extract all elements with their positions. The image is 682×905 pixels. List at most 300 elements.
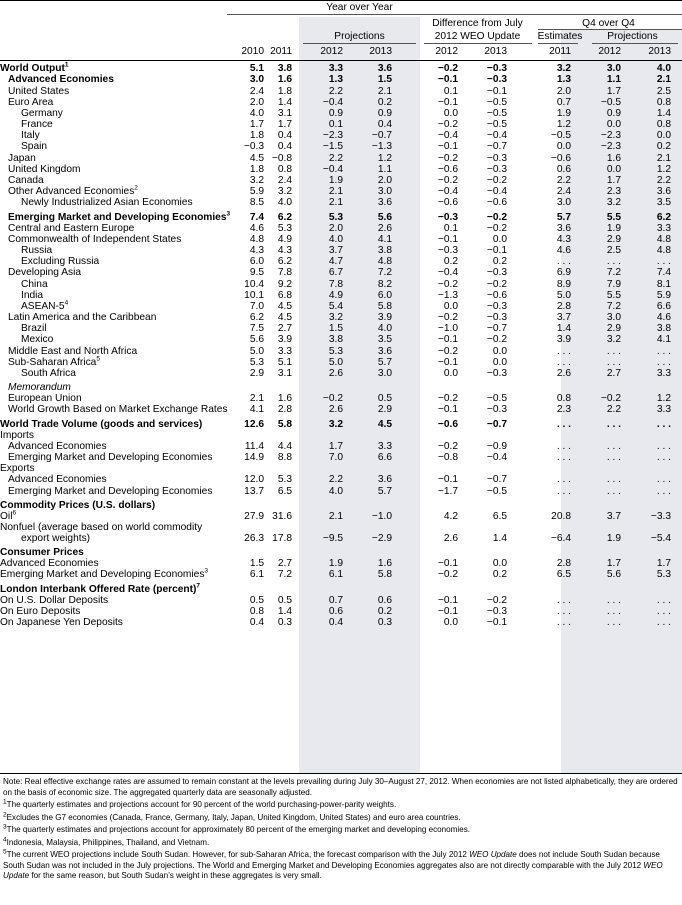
value-cell: 4.5 [277,312,292,324]
value-cell: 5.8 [377,569,392,581]
table-row [0,405,682,416]
value-cell: −1.7 [437,485,458,497]
value-cell: −0.6 [486,289,507,301]
value-cell [392,380,458,394]
row-label-text: European Union [8,393,82,405]
value-cell: 6.6 [656,300,671,312]
row-label [0,380,227,394]
value-cell: . . . [656,345,671,357]
value-cell: −0.1 [437,558,458,570]
value-cell: 0.2 [377,96,392,108]
table-row [0,545,682,559]
table-row [0,618,682,629]
value-cell [343,582,392,596]
table-row [0,486,682,497]
q4-over-q4-header: Q4 over Q4 [582,18,635,29]
value-cell: −0.2 [437,63,458,75]
value-cell: 1.4 [656,107,671,119]
col-diff-2012: 2012 [435,46,458,57]
row-label-text: Advanced Economies [8,440,107,452]
value-cell: 6.2 [277,211,292,223]
value-cell: −0.5 [486,393,507,405]
value-cell: 4.9 [328,289,343,301]
value-cell: −0.3 [486,404,507,416]
col-diff-2013: 2013 [484,46,507,57]
value-cell: 5.6 [606,569,621,581]
data-table-body [0,61,682,629]
rule-table-bottom [0,773,682,774]
spacer-cell [671,534,682,545]
row-label [0,198,227,209]
value-cell: −0.6 [486,197,507,209]
value-cell: 3.0 [606,63,621,75]
value-cell: −1.3 [437,289,458,301]
value-cell: 0.2 [443,256,458,268]
spacer-cell [671,498,682,512]
value-cell: 0.5 [249,594,264,606]
value-cell: −1.5 [322,141,343,153]
value-cell: 5.5 [606,289,621,301]
value-cell: −2.3 [600,130,621,142]
note-4-marker: 4 [3,836,7,844]
row-label-text: Japan [8,152,36,164]
row-label-text: Developing Asia [8,267,82,279]
value-cell: 3.0 [377,186,392,198]
value-cell: −0.3 [437,244,458,256]
value-cell: −0.5 [600,96,621,108]
value-cell: 5.9 [249,186,264,198]
value-cell: 5.1 [249,63,264,75]
row-label-text: Sub-Saharan Africa [8,356,97,368]
value-cell: 3.2 [606,197,621,209]
value-cell: 26.3 [244,533,264,545]
value-cell: 5.9 [656,289,671,301]
value-cell: 1.5 [377,74,392,86]
value-cell [458,430,507,441]
row-label-text: Other Advanced Economies [8,186,135,198]
spacer-cell [671,120,682,131]
value-cell [458,498,507,512]
col-2011: 2011 [270,46,292,57]
value-cell: 4.1 [377,233,392,245]
spacer-cell [671,187,682,198]
value-cell: 1.7 [606,558,621,570]
rule-est [538,43,578,44]
value-cell: 2.9 [377,404,392,416]
value-cell: 3.8 [277,63,292,75]
note-3 [3,825,679,836]
value-cell: 1.4 [556,323,571,335]
value-cell: −0.3 [486,152,507,164]
spacer-cell [671,131,682,142]
value-cell: 4.1 [656,334,671,346]
value-cell: 2.8 [556,558,571,570]
value-cell: 0.2 [656,141,671,153]
value-cell: −0.6 [437,163,458,175]
value-cell: 3.9 [377,312,392,324]
value-cell: 4.0 [249,107,264,119]
note-3-marker: 3 [3,823,7,831]
value-cell: 11.4 [244,440,264,452]
value-cell: −0.3 [486,312,507,324]
spacer-cell [671,209,682,223]
value-cell: −0.1 [437,404,458,416]
value-cell: 1.7 [249,119,264,131]
note-4 [3,838,679,849]
value-cell: 5.1 [277,356,292,368]
table-row [0,380,682,394]
value-cell [227,582,264,596]
row-label-text: China [21,278,48,290]
value-cell: 3.8 [328,334,343,346]
value-cell: 3.3 [277,345,292,357]
rule-yoy [227,14,682,15]
value-cell: 1.3 [556,74,571,86]
row-label-text: Advanced Economies [0,558,99,570]
value-cell: 1.7 [277,119,292,131]
value-cell: 4.3 [556,233,571,245]
value-cell: 0.0 [443,368,458,380]
q4-projections-header: Projections [607,31,658,42]
value-cell: −0.5 [486,96,507,108]
value-cell: 3.0 [249,74,264,86]
spacer-cell [671,64,682,75]
table-row [0,534,682,545]
value-cell: 0.2 [492,569,507,581]
rule-q4proj [592,43,678,44]
value-cell: 0.0 [606,163,621,175]
value-cell: 7.8 [328,278,343,290]
value-cell: −0.3 [486,368,507,380]
spacer-cell [671,545,682,559]
value-cell: 12.6 [244,418,264,430]
col-q4-2012: 2012 [598,46,621,57]
value-cell: 0.6 [377,594,392,606]
row-label [0,545,227,559]
row-label-text: Exports [0,463,35,475]
row-label-text: Commodity Prices (U.S. dollars) [0,499,156,511]
row-label-text: Oil [0,510,13,522]
value-cell: 4.5 [277,300,292,312]
value-cell: 7.2 [606,300,621,312]
value-cell: 0.8 [656,96,671,108]
value-cell: . . . [556,605,571,617]
value-cell: −0.3 [486,63,507,75]
value-cell: 6.1 [328,569,343,581]
value-cell: 2.5 [606,244,621,256]
row-label-text: World Growth Based on Market Exchange Rates [8,404,228,416]
value-cell [621,430,671,441]
spacer-cell [671,596,682,607]
spacer-cell [671,618,682,629]
spacer-cell [671,442,682,453]
row-label-text: Consumer Prices [0,547,84,559]
value-cell: 1.9 [328,558,343,570]
value-cell: 0.9 [606,107,621,119]
value-cell: −0.2 [600,393,621,405]
row-label-text: Emerging Market and Developing Economies [8,451,213,463]
value-cell: 1.7 [606,175,621,187]
table-row [0,570,682,581]
note-1-marker: 1 [3,798,7,806]
row-label-text: India [21,289,44,301]
row-label [0,209,231,223]
row-label-text: Canada [8,175,44,187]
value-cell: 8.5 [249,197,264,209]
value-cell: 20.8 [551,510,571,522]
spacer-cell [671,98,682,109]
value-cell: −0.1 [486,244,507,256]
value-cell: 4.6 [556,244,571,256]
spacer-cell [671,302,682,313]
value-cell: 3.2 [556,63,571,75]
value-cell: −0.4 [437,267,458,279]
value-cell: 6.1 [249,569,264,581]
spacer-cell [671,198,682,209]
value-cell: 6.8 [277,289,292,301]
spacer-cell [671,358,682,369]
value-cell: 4.3 [249,244,264,256]
value-cell: 5.0 [556,289,571,301]
value-cell: 5.3 [328,211,343,223]
value-cell [507,498,571,512]
value-cell: 4.0 [328,485,343,497]
value-cell: 3.6 [556,222,571,234]
value-cell: 3.2 [277,186,292,198]
value-cell: −0.3 [486,300,507,312]
spacer-cell [671,453,682,464]
spacer-cell [671,86,682,97]
value-cell: −0.7 [371,130,392,142]
spacer-cell [671,246,682,257]
value-cell: 0.1 [443,222,458,234]
value-cell: 3.7 [328,244,343,256]
value-cell: −0.1 [486,85,507,97]
row-label-text: World Trade Volume (goods and services) [0,418,203,430]
value-cell: . . . [606,594,621,606]
value-cell: 0.0 [443,300,458,312]
value-cell: 1.8 [277,85,292,97]
value-cell: 1.1 [377,163,392,175]
value-cell: 2.4 [249,85,264,97]
value-cell: 0.4 [277,130,292,142]
value-cell: 0.0 [492,356,507,368]
value-cell: −0.6 [437,418,458,430]
value-cell: 5.6 [377,211,392,223]
value-cell: −0.7 [486,141,507,153]
value-cell: 27.9 [244,510,264,522]
value-cell [343,380,392,394]
note-2-marker: 2 [3,811,7,818]
notes [3,777,679,884]
value-cell [458,380,507,394]
value-cell: 12.0 [244,474,264,486]
value-cell: −1.3 [371,141,392,153]
value-cell: 1.5 [328,323,343,335]
spacer-cell [671,223,682,234]
value-cell: −0.2 [486,334,507,346]
row-label-text: export weights) [21,533,91,545]
row-label-text: Emerging Market and Developing Economies [0,569,205,581]
value-cell: 4.8 [249,233,264,245]
value-cell: 5.3 [277,474,292,486]
col-2012: 2012 [320,46,343,57]
value-cell: 3.0 [556,197,571,209]
value-cell: 3.2 [328,312,343,324]
value-cell: . . . [556,345,571,357]
value-cell: 2.6 [556,368,571,380]
value-cell: 13.7 [244,485,264,497]
value-cell [392,545,458,559]
value-cell: 4.0 [277,197,292,209]
table-row [0,86,682,97]
value-cell: 3.6 [377,345,392,357]
spacer-cell [671,416,682,430]
row-label-text: Advanced Economies [8,74,114,86]
row-label-text: Imports [0,429,34,441]
value-cell: −0.4 [486,451,507,463]
spacer-cell [671,607,682,618]
spacer-cell [671,313,682,324]
value-cell: 4.6 [249,222,264,234]
value-cell [507,430,571,441]
value-cell: 4.6 [656,312,671,324]
value-cell: 5.0 [328,356,343,368]
row-label [0,369,227,380]
value-cell: −0.4 [437,130,458,142]
col-q4-2013: 2013 [648,46,671,57]
note-5-text-c: for the same reason, but South Sudan’s weight in these aggregates is very small. [29,871,322,881]
value-cell: 3.8 [377,244,392,256]
table-row [0,75,682,86]
value-cell: −0.2 [437,569,458,581]
year-over-year-header: Year over Year [326,2,393,13]
value-cell: −2.3 [600,141,621,153]
value-cell: 0.0 [606,119,621,131]
value-cell: . . . [656,605,671,617]
value-cell: 4.7 [328,256,343,268]
value-cell: −0.6 [550,152,571,164]
value-cell: 6.2 [656,211,671,223]
row-label-text: ASEAN-5 [21,300,65,312]
value-cell: 7.2 [277,569,292,581]
table-row [0,279,682,290]
value-cell: 3.6 [377,197,392,209]
value-cell: 6.5 [556,569,571,581]
value-cell: 2.6 [377,222,392,234]
value-cell: 0.0 [556,141,571,153]
value-cell: 3.3 [656,368,671,380]
value-cell: 7.4 [656,267,671,279]
value-cell: 5.4 [328,300,343,312]
value-cell: 1.6 [606,152,621,164]
note-4-text: Indonesia, Malaysia, Philippines, Thailand, and Vietnam. [6,837,210,847]
value-cell: 2.7 [277,323,292,335]
value-cell: 0.4 [277,141,292,153]
value-cell [571,545,621,559]
value-cell: 10.4 [244,278,264,290]
table-row [0,582,682,596]
footnote-marker: 7 [196,582,201,590]
value-cell: 4.9 [277,233,292,245]
value-cell: 1.2 [656,393,671,405]
difference-header: Difference from July [432,18,523,29]
value-cell [227,430,264,441]
value-cell: 1.5 [249,558,264,570]
value-cell: . . . [556,485,571,497]
rule-top [0,0,682,1]
row-label-text: Latin America and the Caribbean [8,312,157,324]
value-cell: −9.5 [322,533,343,545]
value-cell: 3.2 [249,175,264,187]
spacer-cell [671,394,682,405]
row-label-text: France [21,119,53,131]
row-label-text: Germany [21,107,63,119]
value-cell: . . . [556,617,571,629]
value-cell: 4.0 [656,63,671,75]
spacer-cell [671,235,682,246]
value-cell: 5.3 [656,569,671,581]
value-cell: 0.4 [328,617,343,629]
row-label-text: Emerging Market and Developing Economies [8,211,227,223]
value-cell: 2.4 [556,186,571,198]
value-cell: 2.0 [249,96,264,108]
value-cell: 1.3 [328,74,343,86]
value-cell: −0.2 [437,175,458,187]
value-cell: 0.8 [277,163,292,175]
value-cell: 1.6 [277,74,292,86]
value-cell: 3.5 [377,334,392,346]
spacer-cell [671,142,682,153]
value-cell: −0.4 [486,130,507,142]
value-cell: 7.9 [606,278,621,290]
value-cell: −3.3 [650,510,671,522]
value-cell: −0.1 [437,74,458,86]
value-cell: . . . [606,418,621,430]
spacer-cell [671,380,682,394]
value-cell: 4.0 [328,233,343,245]
row-label-text: Middle East and North Africa [8,345,138,357]
value-cell [264,430,292,441]
spacer-cell [671,523,682,534]
row-label-text: Brazil [21,323,47,335]
footnote-marker: 1 [64,61,69,69]
value-cell [264,498,292,512]
table-row [0,369,682,380]
value-cell [621,380,671,394]
row-label [0,486,227,497]
value-cell: −0.2 [437,119,458,131]
value-cell: . . . [656,451,671,463]
row-label-text: Memorandum [8,382,71,394]
value-cell: 1.7 [656,558,671,570]
value-cell: 17.8 [272,533,292,545]
spacer-cell [671,570,682,581]
value-cell: 1.2 [377,152,392,164]
value-cell [292,498,343,512]
row-label-text: Central and Eastern Europe [8,222,135,234]
value-cell: . . . [656,617,671,629]
value-cell: 8.1 [656,278,671,290]
data-table [0,61,682,629]
value-cell: 14.9 [244,451,264,463]
value-cell: 0.2 [492,256,507,268]
row-label-text: South Africa [21,368,76,380]
value-cell [343,430,392,441]
value-cell: 3.3 [656,404,671,416]
value-cell: 7.8 [277,267,292,279]
value-cell: 3.6 [377,63,392,75]
